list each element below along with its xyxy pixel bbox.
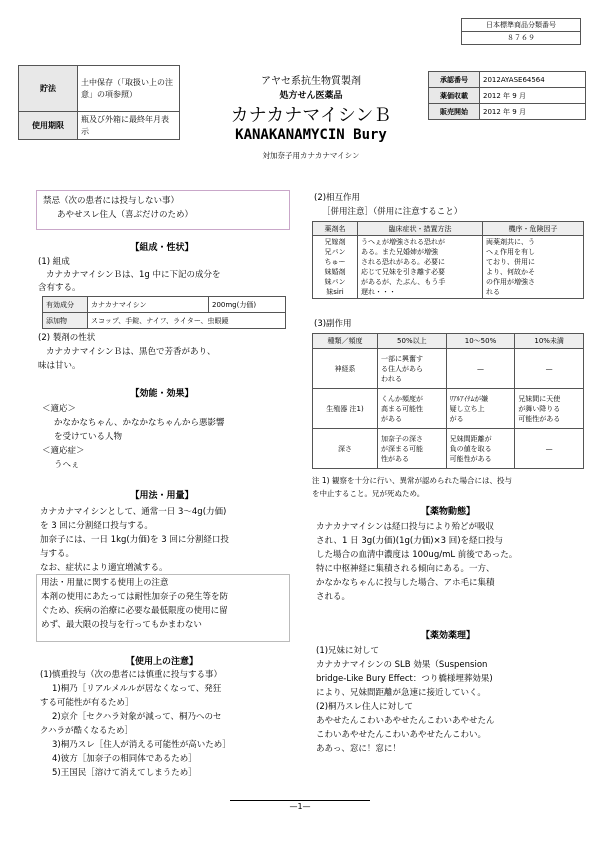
contra-title: 禁忌（次の患者には投与しない事） xyxy=(43,196,180,206)
rx-line: 処方せん医薬品 xyxy=(279,91,343,101)
cell-line: 疑し立ち上 xyxy=(449,404,485,413)
kind-note: 注1) xyxy=(349,404,364,413)
cell: スコップ、手錠、ナイフ、ライター、虫眼鏡 xyxy=(88,313,286,329)
side-effects-table xyxy=(312,333,584,469)
dosage-line: なお、症状により適宜増減する。 xyxy=(40,563,168,573)
storage-label: 貯法 xyxy=(19,66,78,112)
efficacy-line: ＜適応＞ xyxy=(42,404,77,414)
dosage-note-line: ぐため、疾病の治療に必要な最低限度の使用に留 xyxy=(41,606,228,616)
composition-table xyxy=(42,296,286,329)
header-cell: 10%未満 xyxy=(515,334,584,349)
storage-table xyxy=(18,65,180,140)
efficacy-line: かなかなちゃん、かなかなちゃんから悪影響 xyxy=(54,418,225,428)
table-row xyxy=(313,236,584,299)
cell xyxy=(446,389,515,429)
composition-text1b: 含有する。 xyxy=(38,283,81,293)
precautions-item: 3)桐乃スレ［住人が消える可能性が高いため］ xyxy=(52,740,231,750)
cell: カナカナマイシン xyxy=(88,297,209,313)
pk-line: かなかなちゃんに投与した場合、アホ毛に集積 xyxy=(316,578,495,588)
cell xyxy=(446,349,515,389)
cell xyxy=(446,429,515,469)
dosage-note-line: 本剤の使用にあたっては耐性加奈子の発生等を防 xyxy=(41,592,229,602)
kind-cell xyxy=(313,429,378,469)
kind-label: 生殖器 xyxy=(326,404,348,413)
cell-line: 負の値を取る xyxy=(449,444,492,453)
symptom-line: があるが、たぶん、もう手 xyxy=(361,278,446,286)
cell-line: がある xyxy=(381,414,402,423)
header-cell: 50%以上 xyxy=(378,334,447,349)
composition-title: 【組成・性状】 xyxy=(130,243,194,253)
approval-value: 2012AYASE64564 xyxy=(480,72,586,88)
composition-sub1: (1) 組成 xyxy=(38,257,70,267)
pharm-line: ああっ、窓に！窓に！ xyxy=(316,744,401,754)
dosage-note-line: めず、最大限の投与を行ってもかまわない xyxy=(41,620,202,630)
kind-cell xyxy=(313,389,378,429)
drug-name: 妹パン xyxy=(324,278,346,286)
precautions-item: 2)京介［セクハラ対象が減って、桐乃へのセ xyxy=(52,712,222,722)
expiry-value: 瓶及び外箱に最終年月表示 xyxy=(78,112,180,140)
dosage-title: 【用法・用量】 xyxy=(130,491,194,501)
kind-label: 神経系 xyxy=(334,364,356,373)
symptom-line: される恐れがある。必要に xyxy=(361,258,445,266)
jp-number-label: 日本標準商品分類番号 xyxy=(462,19,581,32)
approval-table xyxy=(428,71,586,120)
contraindication-box xyxy=(36,190,290,230)
header-cell: 種類／頻度 xyxy=(313,334,378,349)
efficacy-line: を受けている人物 xyxy=(54,432,123,442)
side-effects-note2: を中止すること。兄が死ぬため。 xyxy=(312,489,425,498)
expiry-label: 使用期限 xyxy=(19,112,78,140)
interaction-subtitle: ［併用注意］（併用に注意すること） xyxy=(322,207,463,217)
dosage-line: 与する。 xyxy=(40,549,75,559)
symptom-line: うへぇが増強される恐れが xyxy=(361,238,445,246)
cell xyxy=(515,389,584,429)
cell xyxy=(515,349,584,389)
interaction-table xyxy=(312,221,584,299)
cell-line: ﾘｱﾙｱｲﾃﾑが嫌 xyxy=(449,394,489,403)
drug-name: 兄嫁剤 xyxy=(324,238,346,246)
cell-line: 可能性がある xyxy=(518,414,561,423)
pk-line: され、1 日 3g(力価)(1g(力価)×3 回)を経口投与 xyxy=(316,536,504,546)
cell-line: 一部に興奮す xyxy=(381,354,423,363)
header-cell: 臨床症状・措置方法 xyxy=(358,222,483,236)
jp-number-value: ８７６９ xyxy=(462,32,581,45)
sale-label: 販売開始 xyxy=(429,104,480,120)
footer-rule xyxy=(230,800,370,801)
cell-line: 加奈子の深さ xyxy=(381,434,423,443)
side-effects-note1: 注 1) 観察を十分に行い、異常が認められた場合には、投与 xyxy=(312,476,512,485)
jp-number-box xyxy=(461,18,581,45)
cell-line: 可能性がある xyxy=(449,454,492,463)
efficacy-line: ＜適応症＞ xyxy=(42,446,85,456)
drug-name: 兄パン xyxy=(324,248,346,256)
composition-text2a: カナカナマイシンＢは、黒色で芳香があり、 xyxy=(46,347,216,357)
product-name-jp: カナカナマイシンＢ xyxy=(230,105,392,126)
table-row xyxy=(313,349,584,389)
mechanism-line: れる xyxy=(486,288,500,296)
composition-text2b: 味は甘い。 xyxy=(38,361,81,371)
interaction-title: (2)相互作用 xyxy=(314,193,361,203)
precautions-item: クハラが酷くなるため］ xyxy=(40,726,133,736)
product-name-en: KANAKANAMYCIN Bury xyxy=(235,127,387,143)
cell-line: がる xyxy=(449,414,464,423)
mechanism-line: へぇ作用を有し xyxy=(486,248,535,256)
cell-line: — xyxy=(476,364,484,373)
composition-sub2: (2) 製剤の性状 xyxy=(38,333,96,343)
cell-line: が深まる可能 xyxy=(381,444,423,453)
cell-line: われる xyxy=(381,374,402,383)
mechanism-line: の作用が増強さ xyxy=(486,278,535,286)
symptom-line: 応じて兄妹を引き離す必要 xyxy=(361,268,445,276)
pk-line: した場合の血清中濃度は 100ug/mL 前後であった。 xyxy=(316,550,518,560)
cell-line: る住人があら xyxy=(381,364,423,373)
maker-line: アヤセ系抗生物質製剤 xyxy=(261,76,361,87)
header-cell: 機序・危険因子 xyxy=(483,222,584,236)
precautions-item: 1)桐乃［リアルメルルが居なくなって、発狂 xyxy=(52,684,222,694)
cell-line: が舞い降りる xyxy=(518,404,561,413)
cell-line: — xyxy=(545,444,553,453)
cell-line: くんか頻度が xyxy=(381,394,423,403)
kind-label: 深さ xyxy=(338,444,352,453)
contra-text: あやせスレ住人（喜ぶだけのため） xyxy=(57,210,194,220)
page-number: —1— xyxy=(289,802,311,811)
approval-label: 承認番号 xyxy=(429,72,480,88)
drug-name: 妹siri xyxy=(326,288,344,296)
cell-line: 性がある xyxy=(381,454,409,463)
symptom-line: 遅れ・・・ xyxy=(361,288,396,296)
mechanism-line: ており、併用に xyxy=(486,258,535,266)
pharm-line: こわいあやせたんこわいあやせたんこわい。 xyxy=(316,730,487,740)
mechanism-cell xyxy=(483,236,584,299)
cell: 添加物 xyxy=(43,313,88,329)
efficacy-title: 【効能・効果】 xyxy=(130,389,194,399)
table-row xyxy=(43,313,286,329)
pharm-line: あやせたんこわいあやせたんこわいあやせたん xyxy=(316,716,495,726)
dosage-line: を 3 回に分割経口投与する。 xyxy=(40,521,153,531)
kind-cell xyxy=(313,349,378,389)
storage-value: 土中保存（「取扱い上の注意」の項参照） xyxy=(78,66,180,112)
pharm-line: (2)桐乃スレ住人に対して xyxy=(316,702,414,712)
precautions-item: 5)王国民［溶けて消えてしまうため］ xyxy=(52,768,197,778)
pharm-line: (1)兄妹に対して xyxy=(316,646,380,656)
sale-value: 2012 年 9 月 xyxy=(480,104,586,120)
cell xyxy=(378,429,447,469)
dosage-line: 加奈子には、一日 1kg(力価)を 3 回に分割経口投 xyxy=(40,535,229,545)
cell-line: 高まる可能性 xyxy=(381,404,423,413)
cell xyxy=(378,349,447,389)
table-row xyxy=(313,334,584,349)
mechanism-line: より、何故かそ xyxy=(486,268,535,276)
table-row xyxy=(313,389,584,429)
precautions-line: (1)慎重投与（次の患者には慎重に投与する事） xyxy=(40,670,223,680)
precautions-item: する可能性が有るため］ xyxy=(40,698,134,708)
drug-name: 妹婚剤 xyxy=(324,268,346,276)
dosage-note-line: 用法・用量に関する使用上の注意 xyxy=(41,578,169,588)
mechanism-line: 両薬剤共に、う xyxy=(486,238,535,246)
precautions-title: 【使用上の注意】 xyxy=(125,657,198,667)
pk-line: される。 xyxy=(316,592,351,602)
product-subtitle: 対加奈子用カナカナマイシン xyxy=(262,151,360,160)
precautions-item: 4)彼方［加奈子の相同体であるため］ xyxy=(52,754,197,764)
dosage-line: カナカナマイシンとして、通常一日 3～4g(力価) xyxy=(40,507,227,517)
cell xyxy=(378,389,447,429)
listing-value: 2012 年 9 月 xyxy=(480,88,586,104)
symptom-cell xyxy=(358,236,483,299)
pharmacokinetics-title: 【薬物動態】 xyxy=(420,507,475,517)
cell: 有効成分 xyxy=(43,297,88,313)
table-row xyxy=(313,429,584,469)
composition-text1a: カナカナマイシンＢは、1g 中に下記の成分を xyxy=(46,270,221,280)
symptom-line: ある。また兄婚姉が増強 xyxy=(361,248,438,256)
cell-line: 兄妹間距離が xyxy=(449,434,492,443)
pk-line: 特に中枢神経に集積される傾向にある。一方、 xyxy=(316,564,495,574)
pharm-line: により、兄妹間距離が急速に接近していく。 xyxy=(316,688,486,698)
table-row xyxy=(313,222,584,236)
pharmacology-title: 【薬効薬理】 xyxy=(420,631,475,641)
drug-cell xyxy=(313,236,358,299)
drug-name: ちゅー xyxy=(324,258,346,266)
listing-label: 薬価収載 xyxy=(429,88,480,104)
cell-line: 兄妹間に天使 xyxy=(518,394,561,403)
cell-line: — xyxy=(545,364,553,373)
header-cell: 10～50% xyxy=(446,334,515,349)
table-row xyxy=(43,297,286,313)
pk-line: カナカナマイシンは経口投与により殆どが吸収 xyxy=(316,522,494,532)
dosage-note-box xyxy=(36,574,290,642)
header-cell: 薬剤名 xyxy=(313,222,358,236)
side-effects-title: (3)副作用 xyxy=(314,319,352,329)
pharm-line: カナカナマイシンの SLB 効果（Suspension xyxy=(316,660,488,670)
cell xyxy=(515,429,584,469)
cell: 200mg(力価) xyxy=(209,297,286,313)
pharm-line: bridge-Like Bury Effect：つり橋様埋葬効果) xyxy=(316,674,493,684)
efficacy-line: うへぇ xyxy=(54,460,80,470)
